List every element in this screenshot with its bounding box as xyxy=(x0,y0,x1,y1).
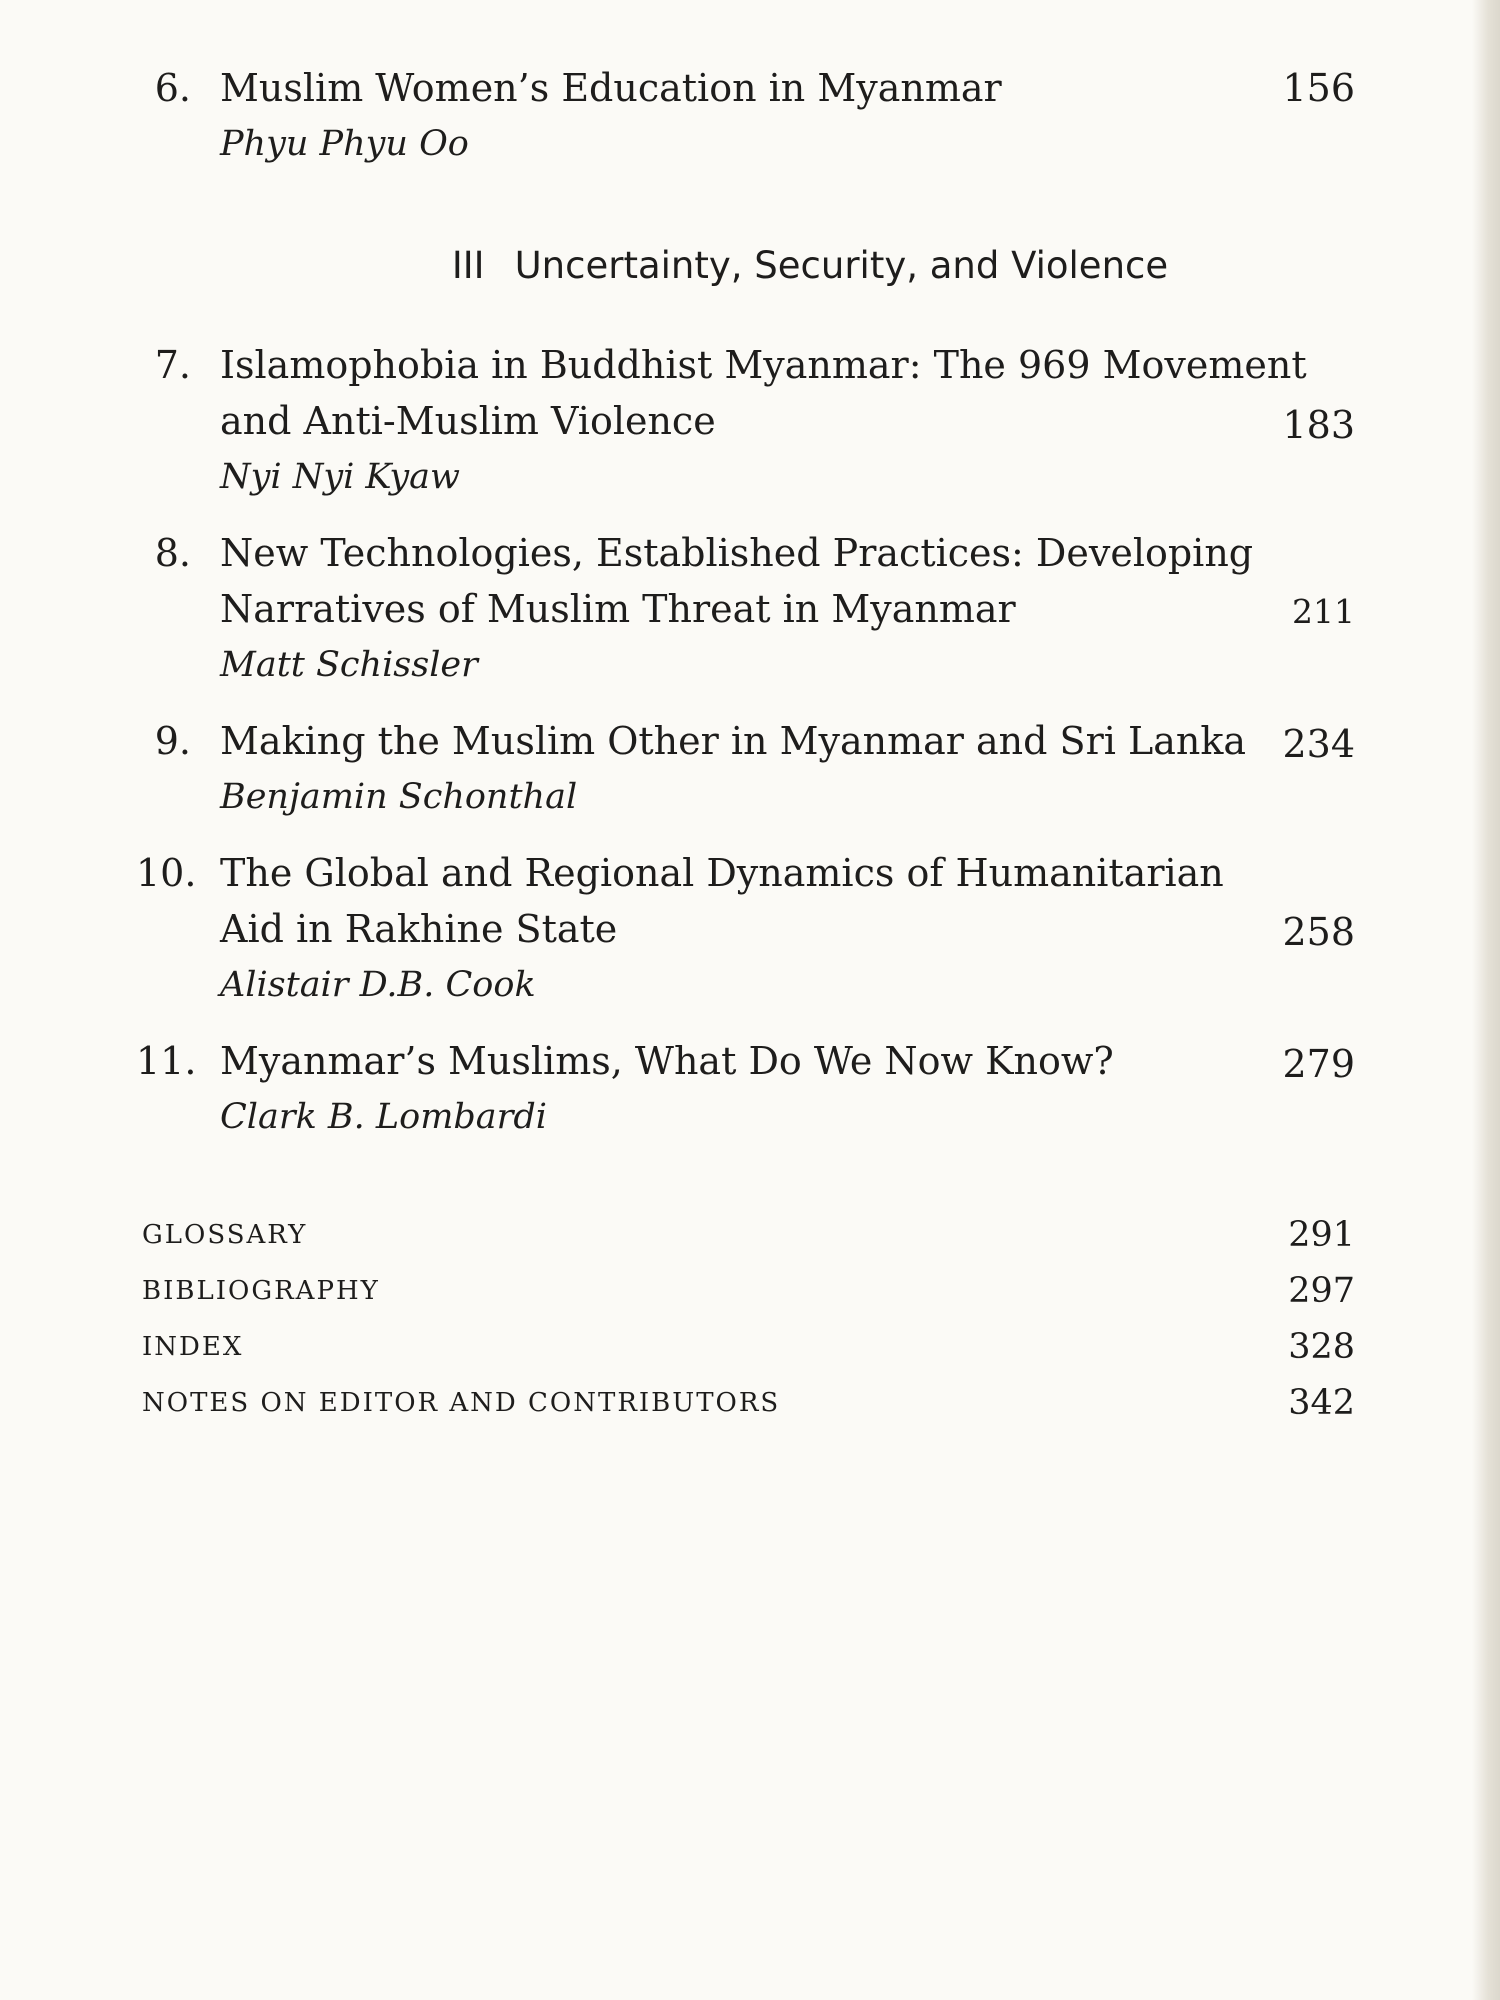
chapter-number: 11. xyxy=(136,1039,197,1083)
chapter-title: Making the Muslim Other in Myanmar and Sri Lanka xyxy=(220,719,1247,763)
chapter-number: 6. xyxy=(154,66,191,110)
chapter-title-line-2: Narratives of Muslim Threat in Myanmar xyxy=(220,587,1016,631)
chapter-page: 156 xyxy=(1282,66,1355,110)
chapter-number: 10. xyxy=(136,851,197,895)
chapter-number: 8. xyxy=(154,531,191,575)
back-matter-page: 291 xyxy=(1288,1215,1355,1255)
chapter-title: Myanmar’s Muslims, What Do We Now Know? xyxy=(220,1039,1114,1083)
chapter-author: Clark B. Lombardi xyxy=(220,1097,547,1137)
chapter-page: 183 xyxy=(1282,403,1355,447)
chapter-title-line-1: The Global and Regional Dynamics of Humanitarian xyxy=(220,851,1224,895)
chapter-title-line-1: New Technologies, Established Practices: Developing xyxy=(220,531,1254,575)
back-matter-label: INDEX xyxy=(142,1332,244,1362)
back-matter-page: 342 xyxy=(1288,1383,1355,1423)
chapter-number: 7. xyxy=(154,343,191,387)
chapter-title-line-2: and Anti-Muslim Violence xyxy=(220,399,716,443)
chapter-author: Alistair D.B. Cook xyxy=(220,965,536,1005)
part-title: Uncertainty, Security, and Violence xyxy=(514,244,1169,287)
back-matter-page: 328 xyxy=(1288,1327,1355,1367)
chapter-page: 258 xyxy=(1282,910,1355,954)
back-matter-label: BIBLIOGRAPHY xyxy=(142,1276,380,1306)
chapter-title: Muslim Women’s Education in Myanmar xyxy=(220,66,1002,110)
chapter-author: Matt Schissler xyxy=(220,645,478,685)
chapter-number: 9. xyxy=(154,719,191,763)
back-matter-page: 297 xyxy=(1288,1271,1355,1311)
page-edge-shadow xyxy=(1472,0,1500,2000)
chapter-title-line-2: Aid in Rakhine State xyxy=(220,907,618,951)
chapter-author: Nyi Nyi Kyaw xyxy=(220,457,460,497)
part-heading xyxy=(0,238,1500,294)
back-matter-label: NOTES ON EDITOR AND CONTRIBUTORS xyxy=(142,1388,781,1418)
part-number: III xyxy=(451,244,485,287)
chapter-page: 234 xyxy=(1282,722,1355,766)
chapter-author: Phyu Phyu Oo xyxy=(220,124,469,164)
chapter-page: 279 xyxy=(1282,1042,1355,1086)
chapter-author: Benjamin Schonthal xyxy=(220,777,578,817)
chapter-page: 211 xyxy=(1292,592,1355,631)
back-matter-label: GLOSSARY xyxy=(142,1220,308,1250)
chapter-title-line-1: Islamophobia in Buddhist Myanmar: The 969 Movement xyxy=(220,343,1307,387)
